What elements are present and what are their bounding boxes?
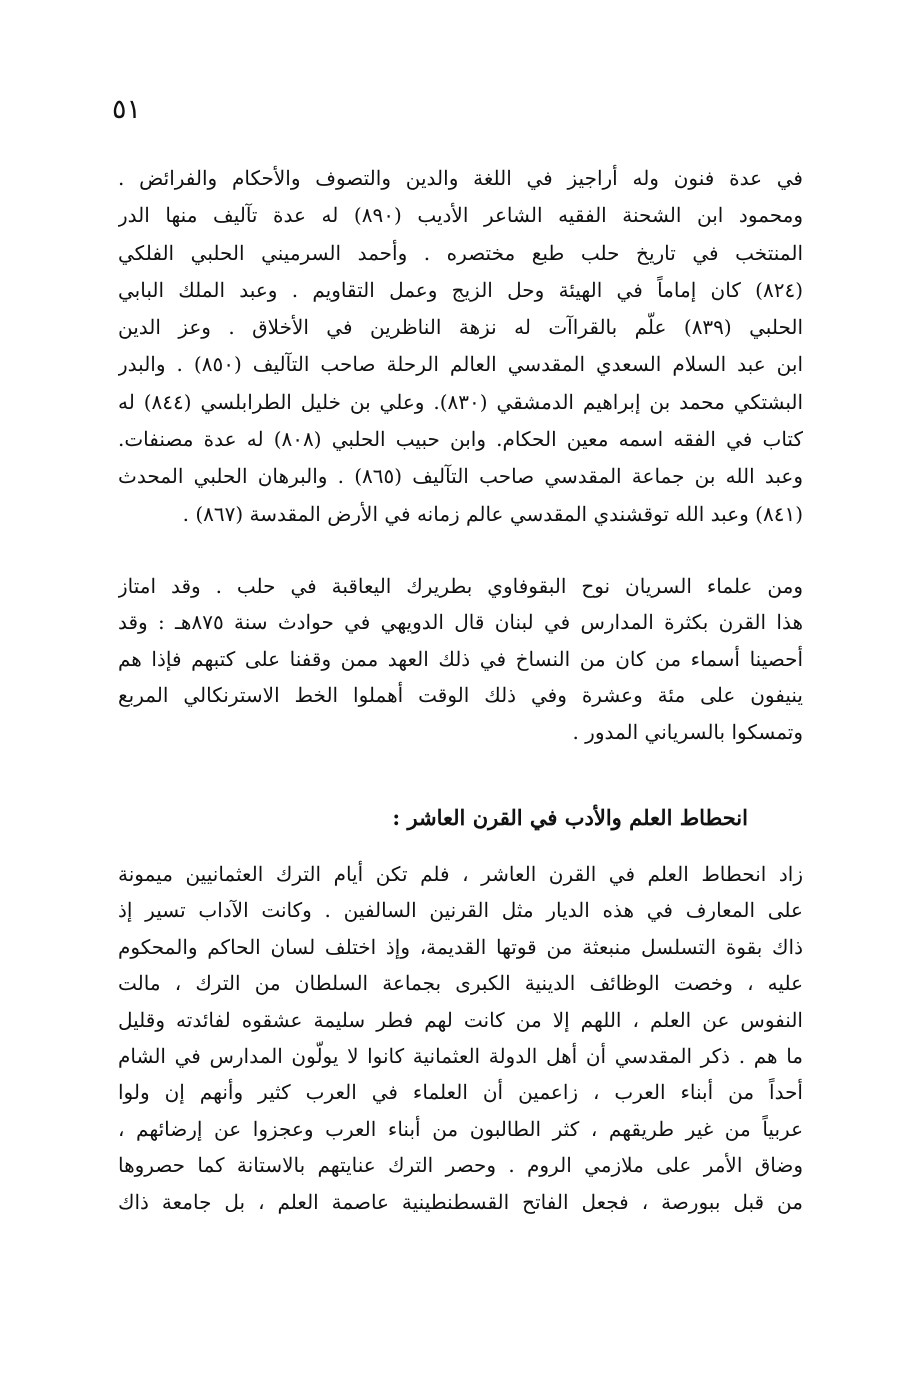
- text-line: وضاق الأمر على ملازمي الروم . وحصر الترك عنايتهم بالاستانة كما حصروها: [118, 1153, 803, 1178]
- text-line: وعبد الله بن جماعة المقدسي صاحب التآليف (٨٦٥) . والبرهان الحلبي المحدث: [118, 464, 803, 489]
- text-line: ومحمود ابن الشحنة الفقيه الشاعر الأديب (٨٩٠) له عدة تآليف منها الدر: [118, 203, 803, 228]
- text-line: (٨٤١) وعبد الله توقشندي المقدسي عالم زمانه في الأرض المقدسة (٨٦٧) .: [182, 501, 803, 526]
- page-number: ٥١: [112, 94, 142, 125]
- text-line: ومن علماء السريان نوح البقوفاوي بطريرك اليعاقبة في حلب . وقد امتاز: [118, 574, 803, 598]
- paragraph-scholars-ninth-century: [118, 160, 803, 533]
- text-line: المنتخب في تاريخ حلب طبع مختصره . وأحمد السرميني الحلبي الفلكي: [118, 240, 803, 265]
- text-line: البشتكي محمد بن إبراهيم الدمشقي (٨٣٠). وعلي بن خليل الطرابلسي (٨٤٤) له: [118, 389, 803, 414]
- text-line: هذا القرن بكثرة المدارس في لبنان قال الدويهي في حوادث سنة ٨٧٥هـ : وقد: [118, 610, 803, 635]
- text-line: في عدة فنون وله أراجيز في اللغة والدين والتصوف والأحكام والفرائض .: [118, 166, 803, 190]
- text-line: وتمسكوا بالسرياني المدور .: [572, 719, 803, 744]
- text-line: (٨٢٤) كان إماماً في الهيئة وحل الزيج وعمل التقاويم . وعبد الملك البابي: [118, 277, 803, 302]
- text-line: الحلبي (٨٣٩) علّم بالقراآت له نزهة الناظرين في الأخلاق . وعز الدين: [118, 315, 803, 340]
- text-line: على المعارف في هذه الديار مثل القرنين السالفين . وكانت الآداب تسير إذ: [118, 898, 803, 923]
- section-heading: انحطاط العلم والأدب في القرن العاشر :: [392, 805, 748, 830]
- text-line: ذاك بقوة التسلسل منبعثة من قوتها القديمة، وإذ اختلف لسان الحاكم والمحكوم: [118, 934, 803, 959]
- text-line: من قبل ببورصة ، فجعل الفاتح القسطنطينية عاصمة العلم ، بل جامعة ذاك: [118, 1189, 803, 1214]
- text-line: أحداً من أبناء العرب ، زاعمين أن العلماء في العرب كثير وأنهم إن ولوا: [118, 1080, 803, 1105]
- text-line: عليه ، وخصت الوظائف الدينية الكبرى بجماعة السلطان من الترك ، مالت: [118, 971, 803, 996]
- text-line: ينيفون على مئة وعشرة وفي ذلك الوقت أهملوا الخط الاسترنكالي المربع: [118, 683, 803, 708]
- text-line: ابن عبد السلام السعدي المقدسي العالم الرحلة صاحب التآليف (٨٥٠) . والبدر: [118, 352, 803, 377]
- text-line: كتاب في الفقه اسمه معين الحكام. وابن حبيب الحلبي (٨٠٨) له عدة مصنفات.: [118, 427, 803, 452]
- paragraph-syriac-scholars: [118, 568, 803, 750]
- text-line: أحصينا أسماء من كان من النساخ في ذلك العهد ممن وقفنا على كتبهم فإذا هم: [118, 646, 803, 671]
- text-line: ما هم . ذكر المقدسي أن أهل الدولة العثمانية كانوا لا يولّون المدارس في الشام: [118, 1043, 803, 1068]
- text-line: عربياً من غير طريقهم ، كثر الطالبون من أبناء العرب وعجزوا عن إرضائهم ،: [118, 1116, 803, 1141]
- text-line: زاد انحطاط العلم في القرن العاشر ، فلم تكن أيام الترك العثمانيين ميمونة: [118, 862, 803, 886]
- text-line: النفوس عن العلم ، اللهم إلا من كانت لهم فطر سليمة عشقوه لفائدته وقليل: [118, 1007, 803, 1032]
- paragraph-tenth-century-decline: [118, 856, 803, 1220]
